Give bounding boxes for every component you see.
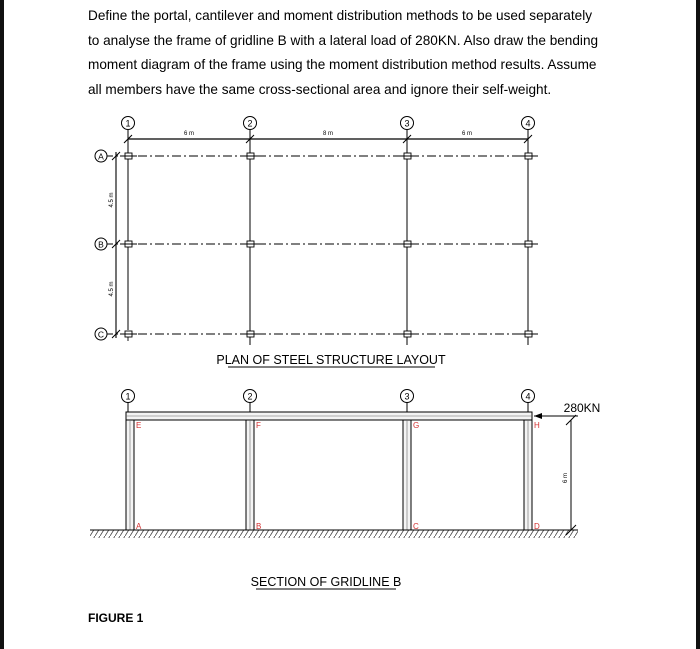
plan-view xyxy=(95,117,540,368)
node-label-E: E xyxy=(136,421,142,430)
plan-row-spacing-1: 4.5 m xyxy=(109,192,115,208)
node-label-A: A xyxy=(136,522,142,531)
figure-label: FIGURE 1 xyxy=(88,611,144,625)
plan-row-label-B: B xyxy=(98,239,104,250)
plan-row-grid-B xyxy=(95,238,107,250)
plan-row-spacing-2: 4.5 m xyxy=(109,281,115,297)
section-title: SECTION OF GRIDLINE B xyxy=(250,575,402,589)
question-line-1: Define the portal, cantilever and moment distribution methods to be used separately xyxy=(88,8,593,23)
question-line-4: all members have the same cross-sectional area and ignore their self-weight. xyxy=(88,81,552,97)
section-beam xyxy=(126,412,532,420)
plan-col-label-2: 2 xyxy=(247,118,253,129)
question-line-2: to analyse the frame of gridline B with a lateral load of 280KN. Also draw the bending xyxy=(88,32,599,48)
section-col-label-3: 3 xyxy=(404,391,410,402)
plan-col-label-3: 3 xyxy=(404,118,410,129)
plan-bay-spacing-1: 6 m xyxy=(183,131,195,137)
question-line-3: moment diagram of the frame using the moment distribution method results. Assume xyxy=(88,57,597,72)
section-col-grid-4 xyxy=(522,390,535,413)
plan-row-label-A: A xyxy=(98,151,104,162)
ground-hatch xyxy=(90,530,578,538)
plan-title: PLAN OF STEEL STRUCTURE LAYOUT xyxy=(216,353,446,367)
plan-bay-spacing-3: 6 m xyxy=(461,131,473,137)
section-col-grid-3 xyxy=(401,390,414,413)
section-view xyxy=(90,390,600,590)
node-label-G: G xyxy=(413,421,420,430)
section-column-1 xyxy=(126,420,134,530)
height-label: 6 m xyxy=(563,472,569,484)
node-label-B: B xyxy=(256,522,262,531)
section-column-4 xyxy=(524,420,532,530)
plan-column-markers xyxy=(120,153,537,337)
plan-row-grid-C xyxy=(95,328,107,340)
plan-row-grid-A xyxy=(95,150,107,162)
plan-col-label-4: 4 xyxy=(525,118,531,129)
plan-row-label-C: C xyxy=(97,329,105,340)
section-col-label-1: 1 xyxy=(125,391,131,402)
node-label-D: D xyxy=(534,522,540,531)
plan-bay-spacing-2: 8 m xyxy=(322,131,334,137)
section-col-grid-2 xyxy=(244,390,257,413)
section-column-2 xyxy=(246,420,254,530)
section-col-label-2: 2 xyxy=(247,391,253,402)
section-col-label-4: 4 xyxy=(525,391,531,402)
node-label-C: C xyxy=(413,522,419,531)
node-label-F: F xyxy=(256,421,261,430)
section-column-3 xyxy=(403,420,411,530)
plan-col-label-1: 1 xyxy=(125,118,131,129)
node-label-H: H xyxy=(534,421,540,430)
load-label: 280KN xyxy=(563,401,601,415)
section-col-grid-1 xyxy=(122,390,135,413)
